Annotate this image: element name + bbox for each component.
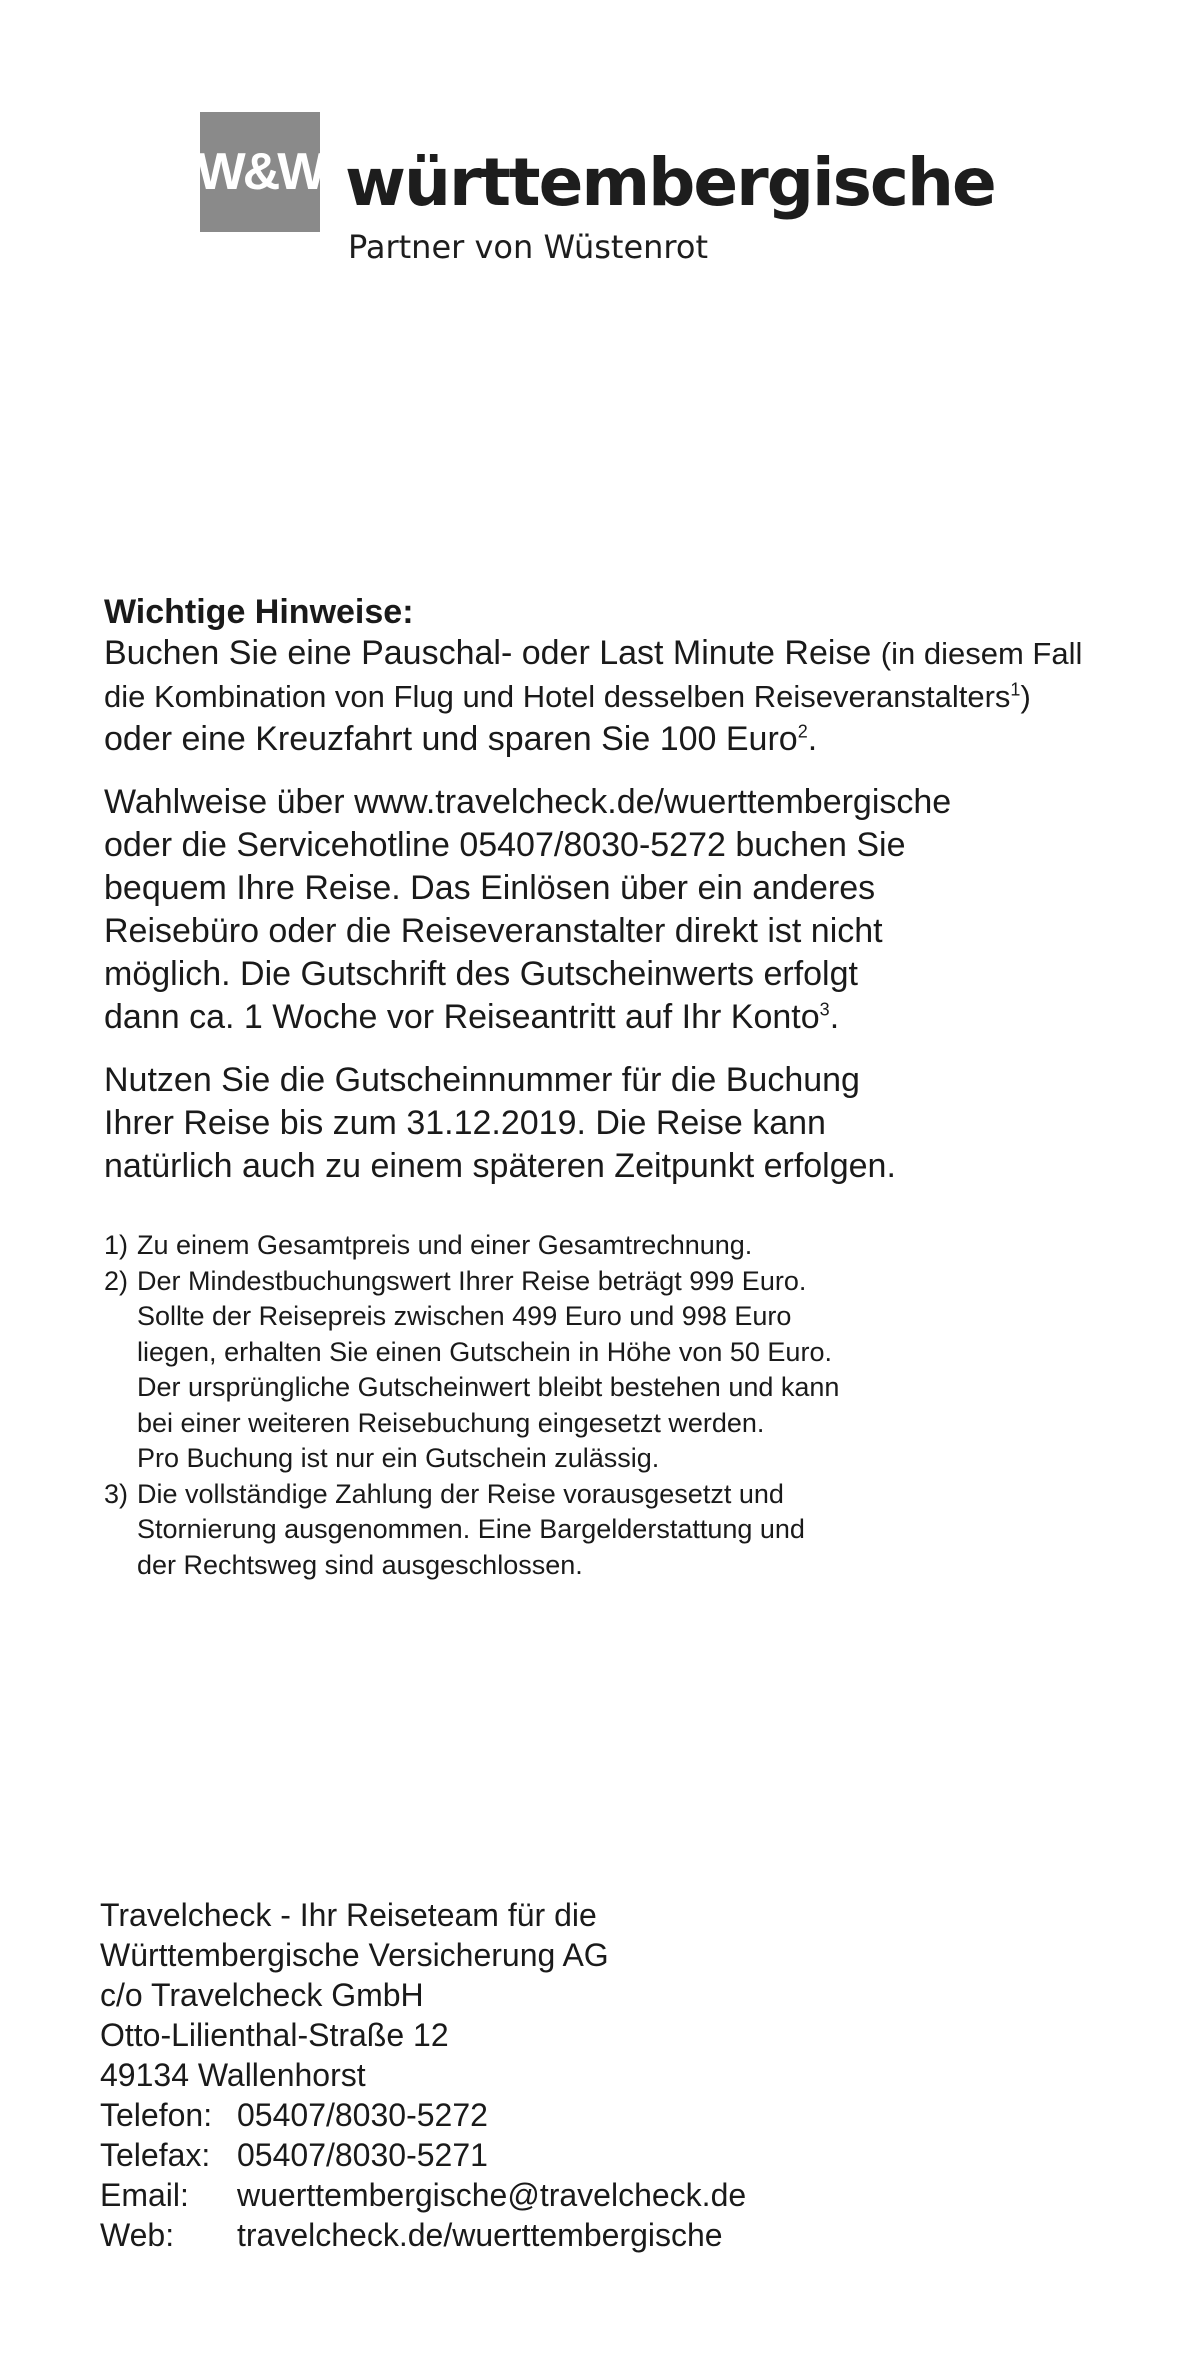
- para1-line-1: [104, 632, 1164, 675]
- email-value: wuerttembergische@travelcheck.de: [237, 2177, 747, 2213]
- footnote-line: Pro Buchung ist nur ein Gutschein zulässig.: [137, 1443, 660, 1473]
- footnote-ref-2: 2: [797, 721, 808, 742]
- para3-line: Ihrer Reise bis zum 31.12.2019. Die Reise kann: [104, 1104, 826, 1142]
- footnote-1: [104, 1228, 1164, 1264]
- footnote-text: [137, 1264, 839, 1477]
- notes-heading: Wichtige Hinweise:: [104, 593, 414, 631]
- contact-block: [100, 1895, 746, 2255]
- important-notes: [104, 592, 1164, 1583]
- para2-line: oder die Servicehotline 05407/8030-5272 buchen Sie: [104, 826, 906, 864]
- phone-label: Telefon:: [100, 2097, 213, 2133]
- brand-logo: [196, 112, 1000, 272]
- notes-paragraph-3: [104, 1059, 1164, 1188]
- web-value: travelcheck.de/wuerttembergische: [237, 2217, 723, 2253]
- footnote-line: liegen, erhalten Sie einen Gutschein in Höhe von 50 Euro.: [137, 1336, 832, 1367]
- brand-name: württembergische: [345, 144, 995, 221]
- footnote-number: 2): [104, 1265, 129, 1296]
- para3-line: natürlich auch zu einem späteren Zeitpunkt erfolgen.: [104, 1147, 896, 1185]
- para1-line-3-end: .: [807, 720, 818, 758]
- contact-email-row: [100, 2175, 746, 2215]
- para2-last-line-text: dann ca. 1 Woche vor Reiseantritt auf Ihr Konto: [104, 998, 820, 1036]
- footnote-line: Stornierung ausgenommen. Eine Bargelderstattung und: [137, 1514, 805, 1544]
- para1-line-3: [104, 718, 1164, 761]
- contact-phone-row: [100, 2095, 746, 2135]
- footnote-text: [137, 1477, 805, 1584]
- email-label: Email:: [100, 2177, 189, 2213]
- para2-line: Wahlweise über www.travelcheck.de/wuerttembergische: [104, 783, 952, 821]
- fax-value: 05407/8030-5271: [237, 2137, 488, 2173]
- para1-line-1-small: (in diesem Fall: [880, 636, 1083, 671]
- ww-logo-mark: W&W: [200, 112, 320, 232]
- para2-line: bequem Ihre Reise. Das Einlösen über ein anderes: [104, 869, 876, 907]
- brand-tagline: Partner von Wüstenrot: [348, 228, 708, 266]
- para1-line-3-text: oder eine Kreuzfahrt und sparen Sie 100 Euro: [104, 720, 798, 758]
- footnote-line: bei einer weiteren Reisebuchung eingesetzt werden.: [137, 1407, 765, 1438]
- footnote-number: 1): [104, 1230, 129, 1260]
- footnote-line: Sollte der Reisepreis zwischen 499 Euro und 998 Euro: [137, 1301, 792, 1331]
- footnotes-list: [104, 1228, 1164, 1583]
- para2-last-line: [104, 996, 1164, 1039]
- footnote-line: Der ursprüngliche Gutscheinwert bleibt bestehen und kann: [137, 1372, 840, 1402]
- web-label: Web:: [100, 2217, 175, 2253]
- para2-line: möglich. Die Gutschrift des Gutscheinwerts erfolgt: [104, 955, 858, 993]
- phone-value: 05407/8030-5272: [237, 2097, 488, 2133]
- para1-line-2: [104, 675, 1164, 718]
- footnote-number: 3): [104, 1478, 129, 1509]
- para3-line: Nutzen Sie die Gutscheinnummer für die Buchung: [104, 1061, 860, 1099]
- footnote-ref-3: 3: [819, 999, 830, 1020]
- notes-paragraph-2: [104, 781, 1164, 1039]
- contact-city: 49134 Wallenhorst: [100, 2057, 366, 2093]
- footnote-ref-1: 1: [1010, 679, 1021, 700]
- para2-line: Reisebüro oder die Reiseveranstalter direkt ist nicht: [104, 912, 883, 950]
- footnote-2: [104, 1264, 1164, 1477]
- para2-last-line-end: .: [829, 998, 840, 1036]
- contact-line: c/o Travelcheck GmbH: [100, 1977, 424, 2013]
- para1-line-2-end: ): [1020, 679, 1031, 714]
- contact-line: Württembergische Versicherung AG: [100, 1937, 609, 1973]
- footnote-3: [104, 1477, 1164, 1584]
- fax-label: Telefax:: [100, 2137, 211, 2173]
- contact-line: Travelcheck - Ihr Reiseteam für die: [100, 1897, 597, 1933]
- footnote-text: [137, 1228, 752, 1264]
- para1-line-2-text: die Kombination von Flug und Hotel desselben Reiseveranstalters: [104, 679, 1011, 714]
- para1-line-1-main: Buchen Sie eine Pauschal- oder Last Minute Reise: [104, 634, 881, 672]
- notes-paragraph-1: [104, 632, 1164, 761]
- footnote-line: Der Mindestbuchungswert Ihrer Reise beträgt 999 Euro.: [137, 1265, 807, 1296]
- footnote-line: Die vollständige Zahlung der Reise vorausgesetzt und: [137, 1478, 784, 1509]
- contact-street: Otto-Lilienthal-Straße 12: [100, 2017, 449, 2053]
- footnote-line: Zu einem Gesamtpreis und einer Gesamtrechnung.: [137, 1230, 753, 1260]
- contact-web-row: [100, 2215, 746, 2255]
- contact-fax-row: [100, 2135, 746, 2175]
- footnote-line: der Rechtsweg sind ausgeschlossen.: [137, 1549, 583, 1580]
